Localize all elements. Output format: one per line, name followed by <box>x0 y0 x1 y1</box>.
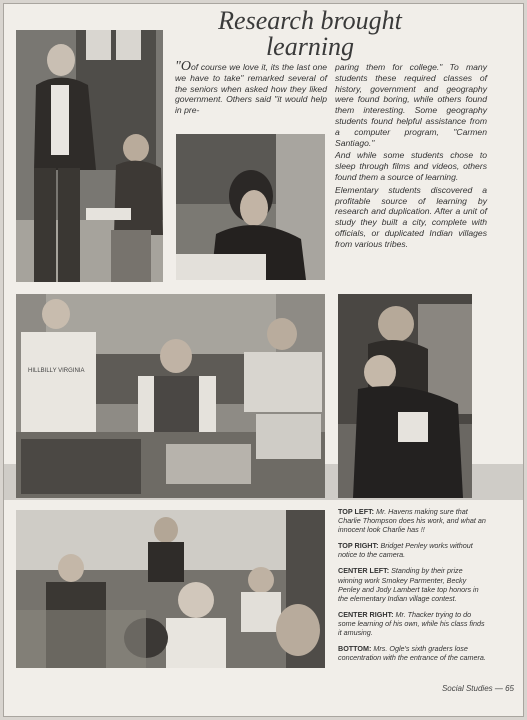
photo-top-right-art <box>176 134 325 280</box>
photo-center-left-art <box>16 294 325 498</box>
body-column-1 <box>175 59 327 118</box>
page-footer: Social Studies — 65 <box>441 684 514 693</box>
caption-center-right: CENTER RIGHT: Mr. Thacker trying to do some learning of his own, while his class finds it amusing. <box>338 609 485 638</box>
photo-top-right <box>176 134 325 280</box>
photo-bottom-art <box>16 510 325 668</box>
photo-bottom <box>16 510 325 668</box>
body-column-2 <box>335 62 487 252</box>
captions-block <box>338 507 488 669</box>
caption-top-right: TOP RIGHT: Bridget Penley works without notice to the camera. <box>338 541 473 560</box>
drop-cap: "O <box>175 59 191 74</box>
photo-center-right-art <box>338 294 472 498</box>
body-paragraph-1: paring them for college." To many students these required classes of history, government and geography were found boring, while others found them interesting. Some geography students found helpful assistance from a computer program, "Carmen Santiago." <box>335 62 487 148</box>
photo-top-left <box>16 30 163 282</box>
body-text-col1: of course we love it, its the last one we have to take" remarked several of the seniors when asked how they liked government. Others said "it would help in pre- <box>175 62 327 116</box>
shirt-text: HILLBILLY VIRGINIA <box>28 368 85 374</box>
body-paragraph-2: And while some students chose to sleep through films and videos, others found them a source of learning. <box>335 150 487 182</box>
photo-center-left <box>16 294 325 498</box>
yearbook-page <box>3 3 524 717</box>
caption-center-left: CENTER LEFT: Standing by their prize winning work Smokey Parmenter, Becky Penley and Jody Lambert take top honors in the elementary Indian village contest. <box>338 566 479 603</box>
caption-bottom: BOTTOM: Mrs. Ogle's sixth graders lose concentration with the entrance of the camera. <box>338 644 486 663</box>
photo-top-left-art <box>16 30 163 282</box>
body-paragraph-3: Elementary students discovered a profitable source of learning by research and duplication. After a unit of study they built a city, complete with officials, or duplicated Indian villages from various tribes. <box>335 184 487 249</box>
caption-top-left: TOP LEFT: Mr. Havens making sure that Charlie Thompson does his work, and what an innocent look Charlie has !! <box>338 507 486 535</box>
page-title: Research brought learning <box>218 6 402 61</box>
photo-center-right <box>338 294 472 498</box>
